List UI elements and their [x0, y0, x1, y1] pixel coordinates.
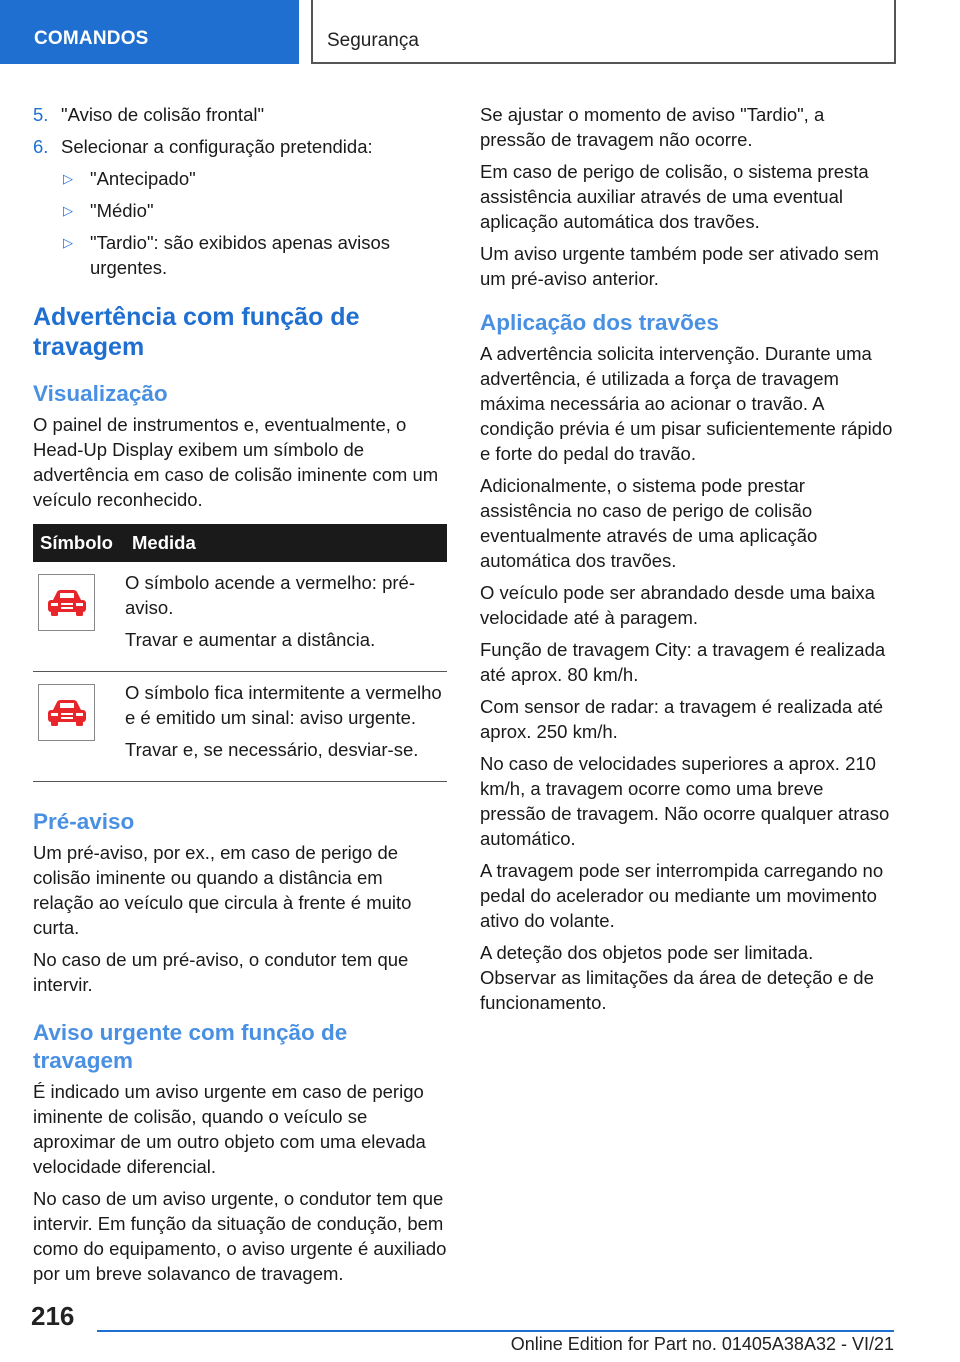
option-item — [33, 230, 447, 280]
paragraph: Em caso de perigo de colisão, o sistema presta assistência auxiliar através de uma eventual aplicação automática dos travões. — [480, 161, 869, 232]
paragraph: Se ajustar o momento de aviso "Tardio", a pressão de travagem não ocorre. — [480, 104, 825, 150]
option-item — [33, 198, 447, 223]
triangle-bullet-icon: ▷ — [63, 171, 73, 186]
step-item — [33, 134, 447, 159]
header-section-label: COMANDOS — [34, 28, 149, 49]
table-row — [33, 672, 447, 782]
paragraph: Um pré-aviso, por ex., em caso de perigo de colisão iminente ou quando a distância em relação ao veículo que circula à frente é muito curta. — [33, 842, 412, 938]
table-row — [33, 562, 447, 672]
footer-divider — [97, 1330, 894, 1332]
measure-text: Travar e, se necessário, desviar-se. — [125, 739, 419, 760]
table-header-symbol: Símbolo — [33, 524, 125, 562]
subheading-urgent-warning: Aviso urgente com função de travagem — [33, 1020, 348, 1073]
paragraph: O veículo pode ser abrandado desde uma baixa velocidade até à paragem. — [480, 582, 875, 628]
table-cell-symbol — [33, 562, 125, 672]
measure-text: Travar e aumentar a distância. — [125, 629, 376, 650]
subheading-brake-application: Aplicação dos travões — [480, 310, 719, 335]
car-collision-warning-icon — [38, 574, 95, 631]
paragraph: Função de travagem City: a travagem é realizada até aprox. 80 km/h. — [480, 639, 886, 685]
step-number: 5. — [33, 104, 49, 125]
table-cell-measure — [125, 672, 447, 782]
car-collision-warning-icon — [38, 684, 95, 741]
triangle-bullet-icon: ▷ — [63, 203, 73, 218]
paragraph: A advertência solicita intervenção. Durante uma advertência, é utilizada a força de travagem máxima necessária ao acionar o travão. A condição prévia é um pisar suficientemente rápido e forte do pedal do travão. — [480, 343, 893, 464]
measure-text: O símbolo acende a vermelho: pré-aviso. — [125, 572, 415, 618]
paragraph: No caso de um aviso urgente, o condutor tem que intervir. Em função da situação de condução, bem como do equipamento, o aviso urgente é auxiliado por um breve solavanco de travagem. — [33, 1188, 447, 1284]
footer-edition: Online Edition for Part no. 01405A38A32 - VI/21 — [510, 1334, 894, 1354]
step-text: Selecionar a configuração pretendida: — [61, 136, 373, 157]
header-chapter-label: Segurança — [327, 30, 419, 51]
step-text: "Aviso de colisão frontal" — [61, 104, 265, 125]
paragraph: Um aviso urgente também pode ser ativado sem um pré-aviso anterior. — [480, 243, 879, 289]
subheading-prewarning: Pré-aviso — [33, 809, 135, 834]
table-header-row — [33, 524, 447, 562]
left-column — [33, 102, 447, 1293]
page-number: 216 — [31, 1301, 75, 1331]
paragraph: Com sensor de radar: a travagem é realizada até aprox. 250 km/h. — [480, 696, 884, 742]
subheading-visualization: Visualização — [33, 381, 168, 406]
section-heading-warning: Advertência com função de travagem — [33, 303, 360, 361]
option-item — [33, 166, 447, 191]
table-header-measure: Medida — [125, 524, 447, 562]
option-text: "Antecipado" — [90, 168, 196, 189]
paragraph: No caso de um pré-aviso, o condutor tem que intervir. — [33, 949, 409, 995]
paragraph: No caso de velocidades superiores a aprox. 210 km/h, a travagem ocorre como uma breve pressão de travagem. Não ocorre qualquer atraso automático. — [480, 753, 890, 849]
right-column — [480, 102, 894, 1022]
option-text: "Médio" — [90, 200, 154, 221]
triangle-bullet-icon: ▷ — [63, 235, 73, 250]
table-cell-measure — [125, 562, 447, 672]
paragraph: O painel de instrumentos e, eventualmente, o Head-Up Display exibem um símbolo de advertência em caso de colisão iminente com um veículo reconhecido. — [33, 414, 439, 510]
measure-text: O símbolo fica intermitente a vermelho e é emitido um sinal: aviso urgente. — [125, 682, 442, 728]
paragraph: A travagem pode ser interrompida carregando no pedal do acelerador ou mediante um movimento ativo do volante. — [480, 860, 884, 931]
step-number: 6. — [33, 136, 49, 157]
step-item — [33, 102, 447, 127]
header-section-tab — [0, 0, 299, 64]
header-chapter-box — [311, 0, 896, 64]
paragraph: Adicionalmente, o sistema pode prestar assistência no caso de perigo de colisão eventualmente através de uma aplicação automática dos travões. — [480, 475, 818, 571]
option-text: "Tardio": são exibidos apenas avisos urgentes. — [90, 232, 391, 278]
table-cell-symbol — [33, 672, 125, 782]
symbol-table — [33, 524, 447, 782]
paragraph: A deteção dos objetos pode ser limitada. Observar as limitações da área de deteção e de funcionamento. — [480, 942, 874, 1013]
paragraph: É indicado um aviso urgente em caso de perigo iminente de colisão, quando o veículo se aproximar de um outro objeto com uma elevada velocidade diferencial. — [33, 1081, 426, 1177]
